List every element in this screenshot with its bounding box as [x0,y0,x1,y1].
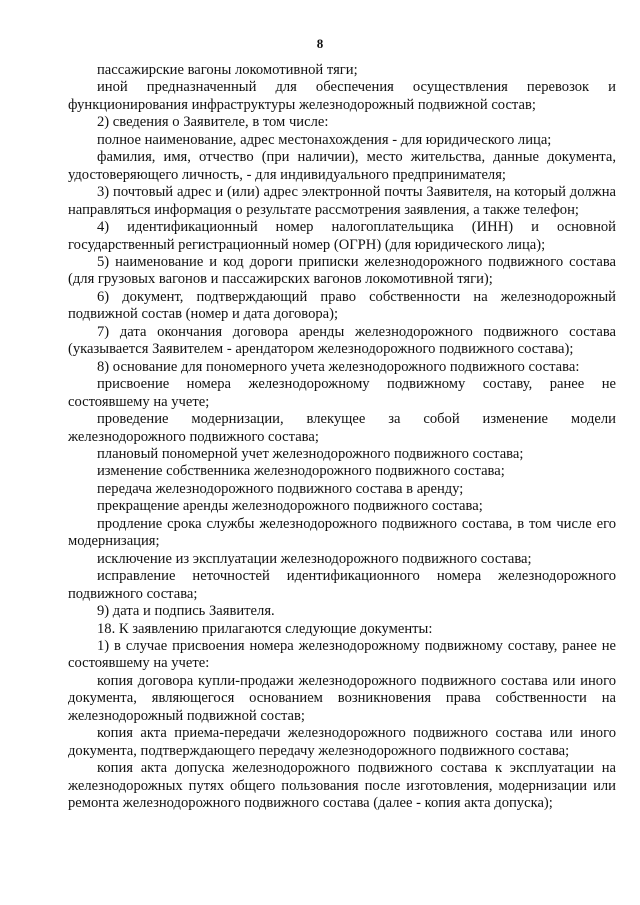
paragraph: проведение модернизации, влекущее за собой изменение модели железнодорожного подвижного состава; [68,411,616,445]
paragraph: фамилия, имя, отчество (при наличии), место жительства, данные документа, удостоверяющего личность, - для индивидуального предпринимателя; [68,149,616,183]
page-number: 8 [316,36,324,51]
document-body [68,62,616,812]
paragraph: 9) дата и подпись Заявителя. [97,603,275,620]
paragraph: копия договора купли-продажи железнодорожного подвижного состава или иного документа, являющегося основанием возникновения права собственности на железнодорожный подвижной состав; [68,672,616,724]
paragraph: полное наименование, адрес местонахождения - для юридического лица; [97,131,552,148]
paragraph: 5) наименование и код дороги приписки железнодорожного подвижного состава (для грузовых вагонов и пассажирских вагонов локомотивной тяги); [68,253,616,288]
paragraph: 2) сведения о Заявителе, в том числе: [97,114,329,131]
paragraph: копия акта допуска железнодорожного подвижного состава к эксплуатации на железнодорожных путях общего пользования после изготовления, модернизации или ремонта железнодорожного подвижного состава (далее - копия акта допуска); [68,760,616,812]
paragraph: копия акта приема-передачи железнодорожного подвижного состава или иного документа, подтверждающего передачу железнодорожного подвижного состава; [68,725,616,759]
paragraph: 8) основание для пономерного учета железнодорожного подвижного состава: [97,358,580,375]
paragraph: 4) идентификационный номер налогоплательщика (ИНН) и основной государственный регистрационный номер (ОГРН) (для юридического лица); [68,219,616,253]
paragraph: иной предназначенный для обеспечения осуществления перевозок и функционирования инфраструктуры железнодорожный подвижной состав; [68,79,616,113]
paragraph: пассажирские вагоны локомотивной тяги; [97,62,358,78]
paragraph: исключение из эксплуатации железнодорожного подвижного состава; [97,550,532,567]
paragraph: присвоение номера железнодорожному подвижному составу, ранее не состоявшему на учете; [68,376,616,410]
paragraph: продление срока службы железнодорожного подвижного состава, в том числе его модернизация; [68,515,616,550]
paragraph: 18. К заявлению прилагаются следующие документы: [97,620,433,637]
paragraph: 6) документ, подтверждающий право собственности на железнодорожный подвижной состав (номер и дата договора); [68,288,616,323]
paragraph: 7) дата окончания договора аренды железнодорожного подвижного состава (указывается Заявителем - арендатором железнодорожного подвижного состава); [68,323,616,358]
paragraph: 1) в случае присвоения номера железнодорожному подвижному составу, ранее не состоявшему на учете: [68,637,616,672]
paragraph: 3) почтовый адрес и (или) адрес электронной почты Заявителя, на который должна направляться информация о результате рассмотрения заявления, а также телефон; [68,184,616,218]
paragraph: исправление неточностей идентификационного номера железнодорожного подвижного состава; [68,568,616,602]
paragraph: изменение собственника железнодорожного подвижного состава; [97,463,505,480]
paragraph: плановый пономерной учет железнодорожного подвижного состава; [97,445,524,462]
paragraph: прекращение аренды железнодорожного подвижного состава; [97,498,483,515]
paragraph: передача железнодорожного подвижного состава в аренду; [97,480,464,497]
